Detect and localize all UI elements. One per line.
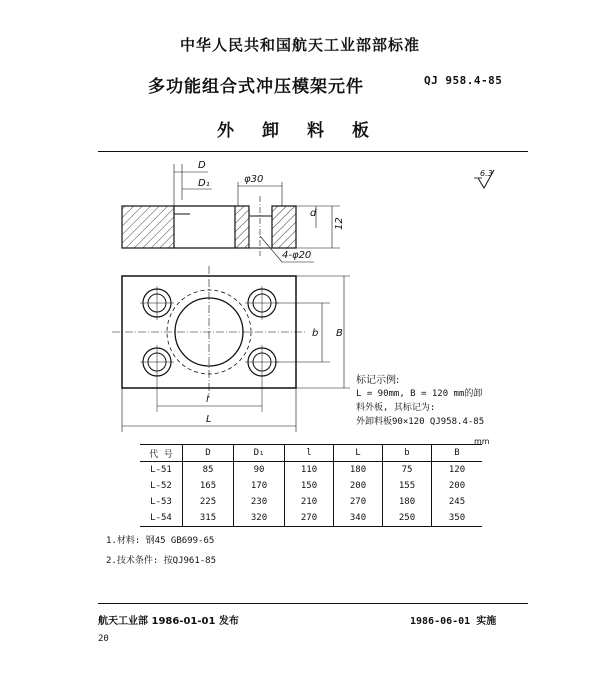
note-technical-conditions: 2.技术条件: 按QJ961-85 — [106, 556, 217, 566]
cell-L: 340 — [334, 510, 383, 527]
marking-example-line-2: 料外板, 其标记为: — [356, 403, 436, 413]
dimension-table — [140, 444, 482, 527]
cell-code: L-54 — [150, 513, 172, 523]
label-12: 12 — [334, 217, 345, 230]
issue-date: 航天工业部 1986-01-01 发布 — [98, 616, 239, 627]
col-D1-header: D₁ — [234, 445, 285, 462]
section-counterbore — [249, 216, 272, 248]
cell-B: 350 — [432, 510, 483, 527]
cell-D: 315 — [183, 510, 234, 527]
part-name: 外卸料板 — [217, 121, 397, 141]
label-roughness: 6.3 — [480, 169, 493, 178]
cell-code: L-53 — [150, 497, 172, 507]
cell-L: 270 — [334, 494, 383, 510]
table-row — [140, 478, 482, 494]
effective-date: 1986-06-01 实施 — [410, 616, 497, 627]
label-D: D — [198, 160, 206, 171]
cell-l: 150 — [285, 478, 334, 494]
cell-L: 200 — [334, 478, 383, 494]
cell-D1: 320 — [234, 510, 285, 527]
col-l-header: l — [285, 445, 334, 462]
cell-D: 85 — [183, 462, 234, 479]
cell-l: 270 — [285, 510, 334, 527]
unit-label: mm — [474, 437, 490, 446]
table-row — [140, 494, 482, 510]
standard-code: QJ 958.4-85 — [424, 74, 503, 87]
marking-example-label: 标记示例: — [356, 375, 400, 386]
bottom-rule — [98, 603, 528, 604]
label-L: L — [206, 414, 212, 425]
cell-D: 165 — [183, 478, 234, 494]
cell-D1: 170 — [234, 478, 285, 494]
label-d: d — [310, 208, 317, 219]
page-number: 20 — [98, 634, 109, 644]
document-title: 多功能组合式冲压模架元件 — [148, 77, 364, 97]
label-D1: D₁ — [198, 178, 210, 189]
marking-example-line-1: L = 90mm, B = 120 mm的卸 — [356, 389, 483, 399]
note-material: 1.材料: 钢45 GB699-65 — [106, 536, 215, 546]
cell-D: 225 — [183, 494, 234, 510]
marking-example-line-3: 外卸料板90×120 QJ958.4-85 — [356, 417, 485, 427]
cell-D1: 90 — [234, 462, 285, 479]
cell-B: 200 — [432, 478, 483, 494]
cell-b: 155 — [383, 478, 432, 494]
cell-b: 180 — [383, 494, 432, 510]
label-holes: 4-φ20 — [282, 250, 312, 261]
cell-l: 210 — [285, 494, 334, 510]
cell-b: 75 — [383, 462, 432, 479]
col-code-header: 代 号 — [149, 449, 173, 460]
col-B-header: B — [432, 445, 483, 462]
col-D-header: D — [183, 445, 234, 462]
label-phi30: φ30 — [244, 174, 264, 185]
plan-view — [112, 266, 350, 432]
cell-code: L-51 — [150, 465, 172, 475]
plan-labels — [206, 328, 343, 425]
section-right-hatch — [272, 206, 296, 248]
standard-header: 中华人民共和国航天工业部部标准 — [179, 36, 420, 54]
label-l: l — [206, 394, 209, 405]
corner-holes — [140, 286, 279, 412]
cell-l: 110 — [285, 462, 334, 479]
cell-code: L-52 — [150, 481, 172, 491]
table-header-row — [140, 445, 482, 462]
cell-B: 245 — [432, 494, 483, 510]
label-b: b — [312, 328, 319, 339]
section-view — [122, 164, 494, 262]
cell-B: 120 — [432, 462, 483, 479]
table-row — [140, 462, 482, 479]
cell-D1: 230 — [234, 494, 285, 510]
cell-L: 180 — [334, 462, 383, 479]
cell-b: 250 — [383, 510, 432, 527]
col-L-header: L — [334, 445, 383, 462]
table-row — [140, 510, 482, 527]
section-hole-wall-left — [235, 206, 249, 248]
label-B: B — [336, 328, 343, 339]
col-b-header: b — [383, 445, 432, 462]
section-left-hatch — [122, 206, 174, 248]
